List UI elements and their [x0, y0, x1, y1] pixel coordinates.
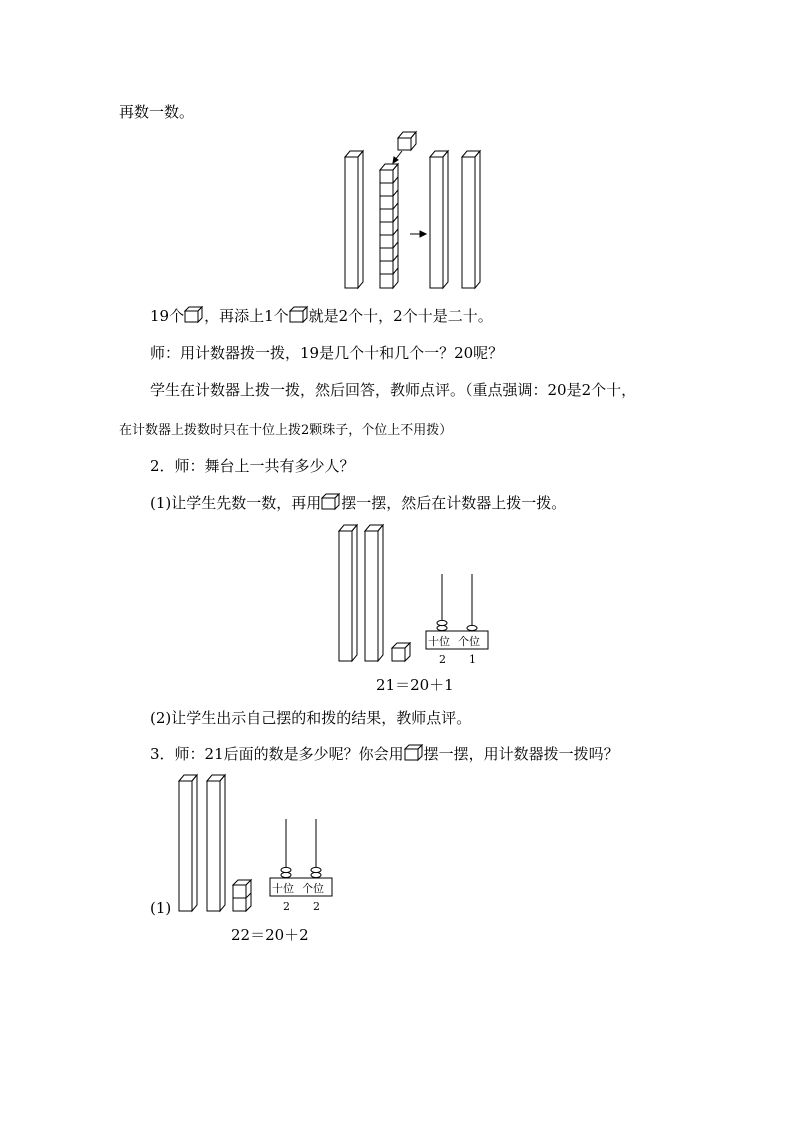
question-3-text-a: 3．师：21后面的数是多少呢？你会用	[150, 745, 404, 763]
teacher-question-1: 师：用计数器拨一拨，19是几个十和几个一？20呢？	[150, 344, 504, 362]
single-cube	[398, 132, 416, 150]
ones-value: 1	[469, 653, 476, 666]
cube-icon	[404, 744, 424, 761]
step-2-1	[150, 493, 566, 513]
nine-cube-column	[380, 164, 398, 288]
question-2: 2．师：舞台上一共有多少人？	[150, 457, 355, 475]
nineteen-text-b: ，再添上1个	[204, 307, 289, 325]
ten-rod	[179, 775, 197, 911]
ten-rod	[365, 525, 383, 661]
ten-rod	[207, 775, 225, 911]
ones-label: 个位	[302, 882, 324, 895]
emphasis-note: 在计数器上拨数时只在十位上拨2颗珠子，个位上不用拨）	[119, 423, 453, 438]
ones-bead	[311, 867, 321, 872]
tens-value: 2	[283, 900, 290, 913]
question-3-text-b: 摆一摆，用计数器拨一拨吗？	[423, 745, 619, 763]
tens-rods-figure	[340, 130, 490, 290]
step-2-1-text-b: 摆一摆，然后在计数器上拨一拨。	[341, 494, 567, 512]
ones-bead	[311, 872, 321, 877]
tens-value: 2	[439, 653, 446, 666]
ten-rod	[462, 151, 480, 288]
nineteen-text-c: 就是2个十，2个十是二十。	[308, 307, 493, 325]
step-3-1-label: (1)	[150, 899, 172, 917]
equation-22: 22＝20＋2	[231, 926, 309, 944]
ten-rod	[339, 525, 357, 661]
ones-label: 个位	[458, 635, 480, 648]
nineteen-text-a: 19个	[150, 307, 185, 325]
add-arrow	[393, 151, 402, 163]
step-2-2: (2)让学生出示自己摆的和拨的结果，教师点评。	[150, 709, 472, 727]
tens-label: 十位	[428, 635, 450, 648]
intro-text: 再数一数。	[119, 103, 195, 121]
cube-icon	[321, 493, 341, 510]
equation-21: 21＝20＋1	[376, 676, 454, 694]
nineteen-line	[150, 306, 493, 326]
twenty-one-figure	[336, 522, 496, 667]
ten-rod	[430, 151, 448, 288]
student-activity: 学生在计数器上拨一拨，然后回答，教师点评。（重点强调：20是2个十，	[150, 381, 637, 399]
ten-rod	[345, 151, 363, 288]
two-cubes	[233, 880, 251, 911]
tens-bead	[437, 620, 447, 625]
cube-icon	[289, 306, 309, 323]
step-2-1-text-a: (1)让学生先数一数，再用	[150, 494, 322, 512]
cube-icon	[184, 306, 204, 323]
result-arrow	[410, 231, 426, 237]
question-3	[150, 744, 619, 764]
tens-bead	[281, 867, 291, 872]
tens-bead	[437, 625, 447, 630]
ones-bead	[467, 625, 477, 630]
single-cube	[392, 643, 410, 661]
twenty-two-figure	[176, 770, 336, 915]
tens-label: 十位	[272, 882, 294, 895]
tens-bead	[281, 872, 291, 877]
ones-value: 2	[313, 900, 320, 913]
